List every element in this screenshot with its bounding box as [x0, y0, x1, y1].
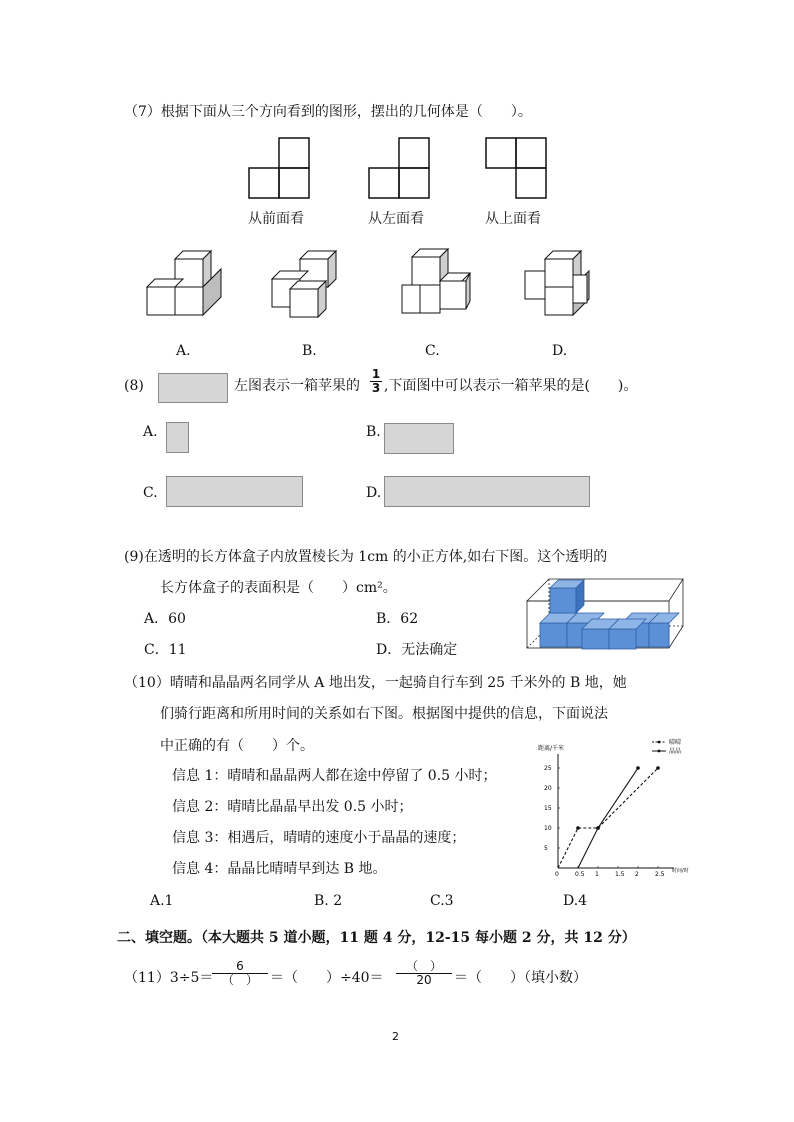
q10-distance-time-chart: [530, 738, 710, 884]
view-front-figure: [248, 137, 310, 199]
x-tick-label: 0: [555, 871, 559, 878]
q11-fraction-1-num: 6: [236, 959, 244, 973]
q8-option-c-box: [166, 476, 303, 507]
y-tick-label: 25: [544, 765, 552, 772]
q8-stem-before: 左图表示一箱苹果的: [234, 378, 360, 394]
q10-option-c: C.3: [430, 893, 454, 909]
q11-fraction-2: [396, 960, 452, 987]
q11-part3: ＝（ ）（填小数）: [454, 970, 587, 986]
y-tick-label: 5: [544, 845, 548, 852]
q11-part1: （11）3÷5＝: [124, 970, 214, 986]
q10-option-d: D.4: [563, 893, 588, 909]
q9-option-c: C．11: [144, 642, 187, 658]
q9-line2: 长方体盒子的表面积是（ ）cm²。: [160, 580, 397, 596]
q10-line3: 中正确的有（ ）个。: [160, 738, 314, 754]
view-top-label: 从上面看: [485, 211, 541, 227]
y-tick-label: 10: [544, 825, 552, 832]
solid-option-d-figure: [523, 245, 603, 325]
solid-option-d-label: D.: [552, 343, 568, 359]
q10-line2: 们骑行距离和所用时间的关系如右下图。根据图中提供的信息，下面说法: [160, 706, 608, 722]
legend-marker-1: [658, 741, 661, 744]
y-tick-label: 15: [544, 805, 552, 812]
x-tick-label: 1: [595, 871, 599, 878]
solid-option-a-figure: [145, 245, 225, 325]
q8-fraction-num: 1: [371, 367, 381, 381]
q8-option-d-label: D.: [366, 485, 382, 501]
legend-label-1: 晴晴: [669, 739, 682, 746]
solid-option-b-figure: [270, 245, 350, 325]
legend-label-2: 晶晶: [669, 748, 682, 755]
q11-fraction-1: [212, 960, 268, 987]
q10-info-2: 信息 2：晴晴比晶晶早出发 0.5 小时；: [172, 799, 413, 815]
q11-part2: ＝（ ）÷40＝: [270, 970, 384, 986]
q10-option-a: A.1: [150, 893, 174, 909]
solid-option-a-label: A.: [176, 343, 191, 359]
section2-title: 二、填空题。（本大题共 5 道小题，11 题 4 分，12-15 每小题 2 分，共 12 分）: [117, 930, 636, 946]
view-left-figure: [368, 137, 430, 199]
q8-option-b-label: B.: [366, 424, 381, 440]
y-tick-label: 20: [544, 785, 552, 792]
q10-option-b: B. 2: [314, 893, 343, 909]
solid-option-c-label: C.: [425, 343, 440, 359]
q8-option-c-label: C.: [143, 485, 158, 501]
x-tick-label: 2: [635, 871, 639, 878]
q10-info-4: 信息 4：晶晶比晴晴早到达 B 地。: [172, 861, 387, 877]
x-tick-label: 1.5: [615, 871, 625, 878]
q11-fraction-2-num: （ ）: [405, 959, 442, 973]
series-line-2: [578, 768, 638, 868]
q10-line1: （10）晴晴和晶晶两名同学从 A 地出发，一起骑自行车到 25 千米外的 B 地，她: [124, 675, 627, 691]
x-tick-label: 2.5: [655, 871, 665, 878]
q11-fraction-2-den: 20: [416, 973, 432, 987]
series-line-1: [558, 768, 658, 868]
y-axis-label: 距离/千米: [538, 745, 565, 752]
q8-option-a-box: [166, 422, 189, 453]
view-left-label: 从左面看: [368, 211, 424, 227]
q10-info-1: 信息 1：晴晴和晶晶两人都在途中停留了 0.5 小时；: [172, 768, 497, 784]
q9-option-b: B．62: [376, 611, 419, 627]
series-2-point: [636, 766, 640, 770]
solid-option-b-label: B.: [302, 343, 317, 359]
page-number: 2: [392, 1030, 399, 1043]
x-axis-label: 时间/时: [672, 868, 689, 874]
q11-fraction-1-den: （ ）: [221, 973, 258, 987]
q9-box-figure: [520, 576, 690, 652]
q8-number: (8): [124, 378, 144, 394]
q8-fraction-den: 3: [371, 381, 381, 395]
series-2-point: [596, 826, 600, 830]
q8-option-a-label: A.: [143, 424, 158, 440]
legend-marker-2: [658, 750, 661, 753]
q8-reference-box: [158, 373, 228, 403]
q9-option-a: A．60: [144, 611, 186, 627]
q9-option-d: D．无法确定: [376, 642, 458, 658]
q7-stem: （7）根据下面从三个方向看到的图形，摆出的几何体是（ ）。: [124, 104, 532, 120]
x-tick-label: 0.5: [575, 871, 585, 878]
series-1-point: [576, 826, 580, 830]
q9-line1: (9)在透明的长方体盒子内放置棱长为 1cm 的小正方体,如右下图。这个透明的: [124, 549, 608, 565]
series-1-point: [656, 766, 660, 770]
q10-info-3: 信息 3：相遇后，晴晴的速度小于晶晶的速度；: [172, 830, 466, 846]
view-front-label: 从前面看: [248, 211, 304, 227]
q8-fraction: [370, 368, 382, 395]
q8-option-d-box: [384, 476, 590, 507]
solid-option-c-figure: [400, 245, 480, 325]
view-top-figure: [485, 137, 547, 199]
q8-option-b-box: [384, 423, 454, 454]
q8-stem-after: ,下面图中可以表示一箱苹果的是( )。: [384, 378, 638, 394]
